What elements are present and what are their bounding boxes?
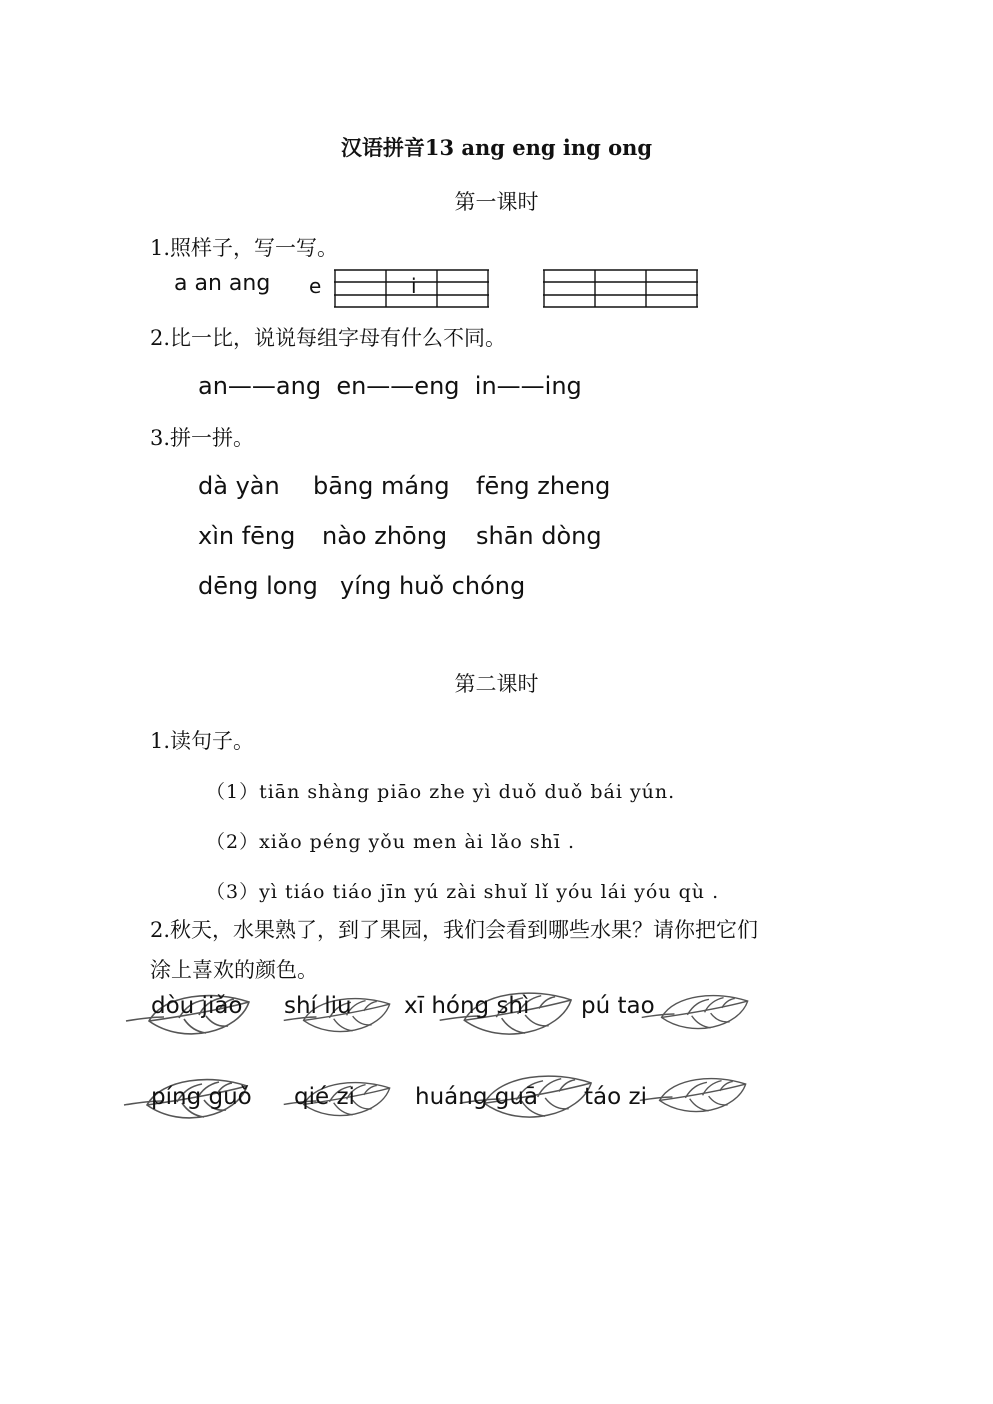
lesson2-q1-prompt: 1.读句子。 — [150, 729, 255, 753]
lesson1-q2-prompt: 2.比一比，说说每组字母有什么不同。 — [150, 326, 507, 350]
lesson1-q3-prompt: 3.拼一拼。 — [150, 426, 255, 450]
fruit-label: qié zi — [294, 1084, 355, 1110]
fruit-label: píng guǒ — [151, 1084, 252, 1110]
fruit-label: pú tao — [581, 993, 655, 1019]
leaf-icon[interactable] — [638, 1068, 750, 1126]
pinyin-word: dà yàn — [198, 472, 280, 500]
pinyin-word: xìn fēng — [198, 522, 296, 550]
fruit-label: dòu jiǎo — [151, 993, 243, 1019]
letter-i: i — [411, 274, 417, 298]
pinyin-word: nào zhōng — [322, 522, 448, 550]
sentence-2: （2）xiǎo péng yǒu men ài lǎo shī . — [206, 831, 575, 853]
lesson-1-heading: 第一课时 — [454, 190, 539, 214]
pinyin-word: fēng zheng — [476, 472, 611, 500]
sentence-1: （1）tiān shàng piāo zhe yì duǒ duǒ bái yún. — [206, 781, 676, 803]
lesson1-q1-prompt: 1.照样子，写一写。 — [150, 236, 339, 260]
leaf-icon[interactable] — [640, 985, 752, 1043]
letter-e: e — [309, 274, 322, 298]
pinyin-word: yíng huǒ chóng — [340, 572, 526, 600]
sentence-3: （3）yì tiáo tiáo jīn yú zài shuǐ lǐ yóu lái yóu qù . — [206, 881, 720, 903]
pinyin-word: bāng máng — [313, 472, 450, 500]
fruit-label: táo zi — [584, 1084, 647, 1110]
fruit-label: xī hóng shì — [404, 993, 530, 1019]
fruit-label: shí liu — [284, 993, 352, 1019]
writing-grid-2[interactable] — [543, 269, 699, 309]
lesson-2-heading: 第二课时 — [454, 672, 539, 696]
pinyin-word: dēng long — [198, 572, 318, 600]
lesson2-q2-prompt-line1: 2.秋天，水果熟了，到了果园，我们会看到哪些水果？请你把它们 — [150, 918, 759, 942]
pinyin-word: shān dòng — [476, 522, 602, 550]
compare-pairs: an——ang en——eng in——ing — [198, 372, 582, 400]
fruit-label: huáng guā — [415, 1084, 539, 1110]
lesson2-q2-prompt-line2: 涂上喜欢的颜色。 — [150, 958, 318, 982]
example-pinyin: a an ang — [174, 271, 271, 296]
page-title: 汉语拼音13 ang eng ing ong — [340, 135, 653, 160]
